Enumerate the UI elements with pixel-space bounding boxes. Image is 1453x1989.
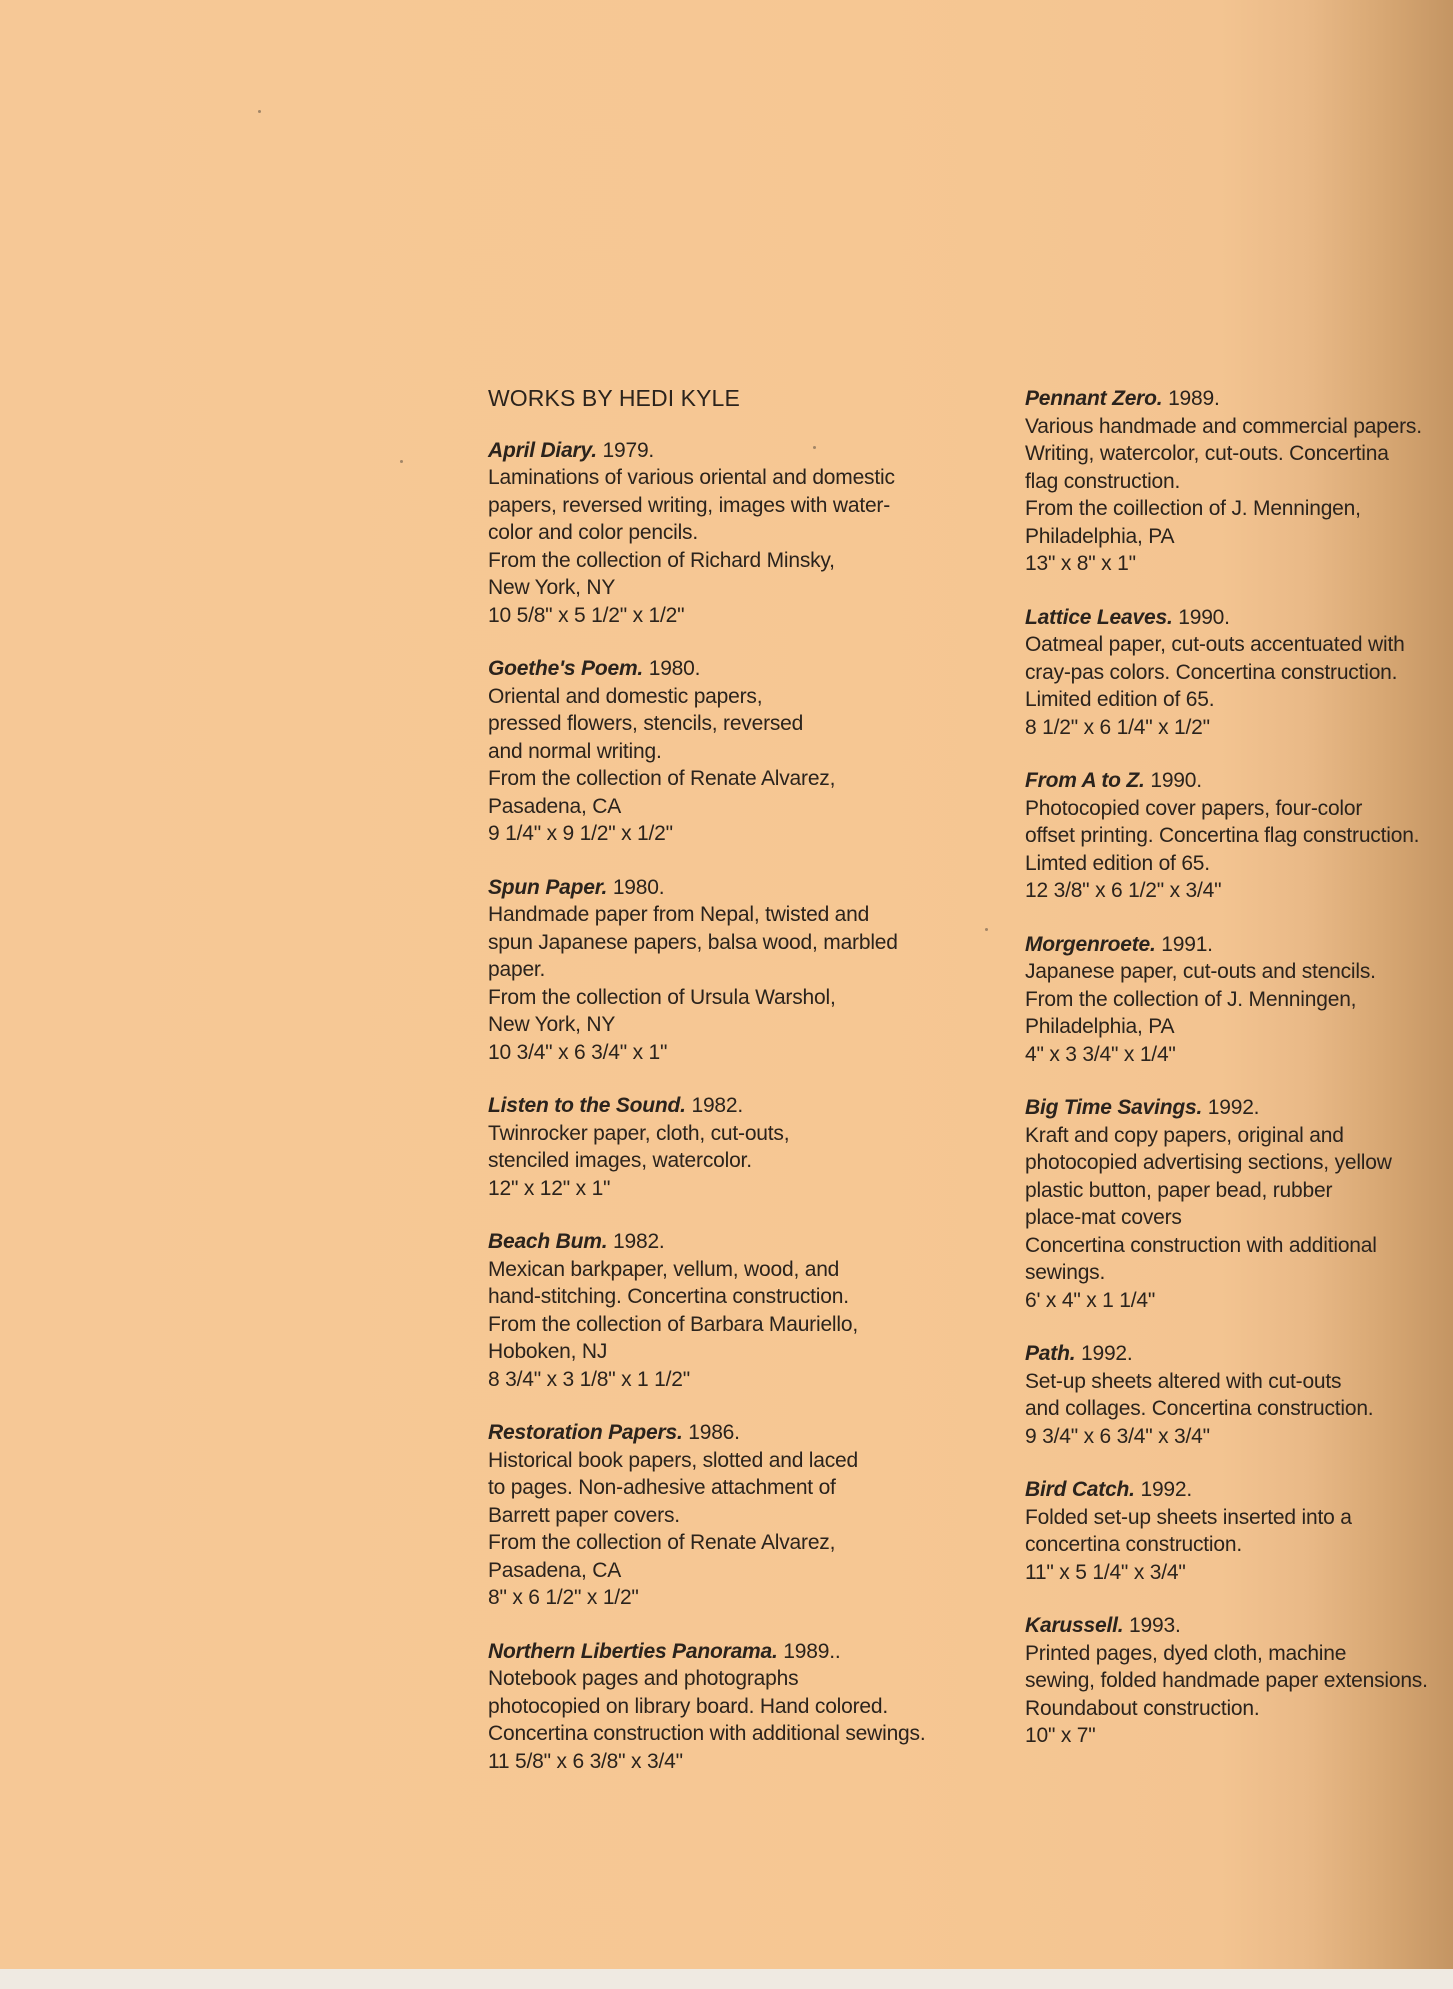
- work-detail-line: hand-stitching. Concertina construction.: [488, 1285, 849, 1308]
- work-year: 1989.: [1168, 387, 1220, 410]
- work-detail-line: Folded set-up sheets inserted into a: [1025, 1505, 1352, 1529]
- work-year: 1990.: [1178, 605, 1230, 629]
- work-entry: [1025, 604, 1440, 742]
- work-detail-line: flag construction.: [1025, 469, 1181, 493]
- work-entry: [1025, 1612, 1440, 1750]
- work-detail-line: Handmade paper from Nepal, twisted and: [488, 903, 870, 926]
- work-title: Pennant Zero.: [1025, 387, 1163, 410]
- right-column: [1025, 385, 1440, 1776]
- work-detail-line: 8 3/4" x 3 1/8" x 1 1/2": [488, 1367, 691, 1391]
- work-title: Goethe's Poem.: [488, 657, 644, 680]
- work-detail-line: New York, NY: [488, 1013, 616, 1036]
- work-detail-line: 4" x 3 3/4" x 1/4": [1025, 1042, 1176, 1066]
- left-entries: [488, 437, 926, 1776]
- work-detail-line: Printed pages, dyed cloth, machine: [1025, 1641, 1347, 1665]
- work-year: 1989..: [783, 1639, 841, 1663]
- work-detail-line: color and color pencils.: [488, 521, 698, 544]
- work-detail-line: Japanese paper, cut-outs and stencils.: [1025, 960, 1376, 983]
- work-detail-line: Twinrocker paper, cloth, cut-outs,: [488, 1121, 790, 1145]
- work-detail-line: Pasadena, CA: [488, 1558, 622, 1582]
- work-title: Big Time Savings.: [1025, 1096, 1203, 1119]
- work-detail-line: 9 3/4" x 6 3/4" x 3/4": [1025, 1424, 1210, 1448]
- work-detail-line: 8" x 6 1/2" x 1/2": [488, 1586, 639, 1609]
- work-year: 1991.: [1161, 932, 1213, 956]
- work-detail-line: Limted edition of 65.: [1025, 851, 1210, 875]
- work-title: Lattice Leaves.: [1025, 605, 1173, 629]
- work-entry: [1025, 385, 1440, 578]
- work-year: 1982.: [691, 1094, 744, 1117]
- paper-speck: [400, 460, 403, 463]
- work-detail-line: Photocopied cover papers, four-color: [1025, 796, 1363, 820]
- work-entry: [1025, 1476, 1440, 1586]
- work-heading: [488, 1092, 918, 1120]
- work-title: April Diary.: [488, 438, 597, 462]
- work-entry: [1025, 1340, 1440, 1450]
- work-detail-line: 6' x 4" x 1 1/4": [1025, 1288, 1156, 1312]
- work-heading: [1025, 1340, 1440, 1368]
- paper-speck: [985, 928, 988, 931]
- work-entry: [488, 874, 918, 1067]
- work-title: Beach Bum.: [488, 1230, 608, 1253]
- work-detail-line: sewing, folded handmade paper extensions.: [1025, 1669, 1428, 1692]
- work-detail-line: pressed flowers, stencils, reversed: [488, 712, 804, 735]
- work-detail-line: From the collection of Richard Minsky,: [488, 548, 835, 572]
- work-detail-line: to pages. Non-adhesive attachment of: [488, 1476, 836, 1499]
- work-detail-line: 8 1/2" x 6 1/4" x 1/2": [1025, 715, 1210, 739]
- work-heading: [488, 655, 918, 683]
- work-year: 1982.: [613, 1230, 665, 1253]
- work-detail-line: plastic button, paper bead, rubber: [1025, 1178, 1333, 1202]
- work-detail-line: 11" x 5 1/4" x 3/4": [1025, 1560, 1186, 1584]
- work-year: 1980.: [612, 875, 665, 899]
- left-column: [488, 385, 926, 1801]
- work-title: Bird Catch.: [1025, 1478, 1135, 1501]
- work-detail-line: Writing, watercolor, cut-outs. Concertina: [1025, 442, 1389, 465]
- work-heading: [488, 874, 918, 902]
- work-entry: [488, 1092, 918, 1202]
- work-detail-line: Various handmade and commercial papers.: [1025, 414, 1422, 438]
- work-entry: [488, 1419, 918, 1612]
- page-heading: WORKS BY HEDI KYLE: [488, 385, 740, 411]
- work-entry: [1025, 931, 1440, 1069]
- work-detail-line: Oriental and domestic papers,: [488, 684, 763, 708]
- work-detail-line: 13" x 8" x 1": [1025, 552, 1136, 575]
- work-detail-line: 11 5/8" x 6 3/8" x 3/4": [488, 1749, 683, 1773]
- work-detail-line: 9 1/4" x 9 1/2" x 1/2": [488, 822, 673, 845]
- work-detail-line: and normal writing.: [488, 739, 662, 763]
- work-title: Karussell.: [1025, 1614, 1124, 1637]
- work-heading: [488, 437, 918, 465]
- work-detail-line: stenciled images, watercolor.: [488, 1149, 752, 1172]
- work-detail-line: concertina construction.: [1025, 1533, 1242, 1556]
- work-entry: [488, 1228, 918, 1393]
- work-heading: [1025, 385, 1440, 413]
- work-detail-line: Barrett paper covers.: [488, 1503, 680, 1527]
- work-detail-line: 12 3/8" x 6 1/2" x 3/4": [1025, 879, 1222, 902]
- work-title: Morgenroete.: [1025, 932, 1156, 956]
- work-detail-line: cray-pas colors. Concertina construction.: [1025, 660, 1398, 684]
- work-detail-line: Set-up sheets altered with cut-outs: [1025, 1369, 1342, 1393]
- work-year: 1992.: [1080, 1342, 1133, 1365]
- work-heading: [1025, 931, 1440, 959]
- work-entry: [488, 437, 918, 630]
- work-heading: [1025, 1612, 1440, 1640]
- work-detail-line: spun Japanese papers, balsa wood, marbled: [488, 930, 898, 954]
- work-detail-line: Oatmeal paper, cut-outs accentuated with: [1025, 633, 1405, 656]
- work-title: Spun Paper.: [488, 875, 608, 899]
- work-year: 1990.: [1150, 769, 1202, 792]
- work-detail-line: Hoboken, NJ: [488, 1340, 608, 1363]
- work-detail-line: Limited edition of 65.: [1025, 688, 1215, 711]
- work-detail-line: offset printing. Concertina flag construction.: [1025, 824, 1420, 847]
- work-detail-line: From the collection of Ursula Warshol,: [488, 985, 836, 1009]
- work-detail-line: Philadelphia, PA: [1025, 524, 1175, 548]
- paper-speck: [258, 110, 261, 113]
- work-year: 1980.: [648, 657, 701, 680]
- work-detail-line: From the collection of J. Menningen,: [1025, 987, 1357, 1011]
- work-detail-line: 10" x 7": [1025, 1724, 1096, 1747]
- work-heading: [488, 1638, 918, 1666]
- work-detail-line: place-mat covers: [1025, 1206, 1182, 1229]
- work-detail-line: sewings.: [1025, 1261, 1106, 1284]
- work-detail-line: Kraft and copy papers, original and: [1025, 1123, 1344, 1147]
- work-detail-line: 10 3/4" x 6 3/4" x 1": [488, 1040, 668, 1064]
- work-entry: [1025, 1094, 1440, 1314]
- work-year: 1986.: [688, 1421, 740, 1444]
- work-detail-line: Pasadena, CA: [488, 794, 622, 818]
- work-detail-line: 10 5/8" x 5 1/2" x 1/2": [488, 603, 685, 627]
- work-year: 1979.: [602, 438, 655, 462]
- work-detail-line: 12" x 12" x 1": [488, 1176, 611, 1200]
- work-detail-line: Roundabout construction.: [1025, 1696, 1260, 1720]
- work-detail-line: New York, NY: [488, 576, 616, 599]
- work-detail-line: Laminations of various oriental and domestic: [488, 466, 895, 489]
- work-detail-line: Historical book papers, slotted and laced: [488, 1448, 859, 1472]
- work-year: 1992.: [1140, 1478, 1193, 1501]
- work-detail-line: Notebook pages and photographs: [488, 1667, 799, 1690]
- work-detail-line: Concertina construction with additional sewings.: [488, 1722, 926, 1745]
- scan-bottom-edge: [0, 1969, 1453, 1989]
- work-heading: [1025, 1094, 1440, 1122]
- work-heading: [1025, 1476, 1440, 1504]
- work-year: 1993.: [1129, 1614, 1181, 1637]
- work-detail-line: photocopied on library board. Hand colored.: [488, 1694, 888, 1718]
- work-title: Listen to the Sound.: [488, 1094, 686, 1117]
- work-year: 1992.: [1207, 1096, 1260, 1119]
- work-title: Restoration Papers.: [488, 1421, 683, 1444]
- work-heading: [488, 1419, 918, 1447]
- work-detail-line: photocopied advertising sections, yellow: [1025, 1151, 1392, 1174]
- work-detail-line: Mexican barkpaper, vellum, wood, and: [488, 1257, 840, 1281]
- work-detail-line: paper.: [488, 958, 546, 981]
- paper-speck: [813, 446, 816, 449]
- work-title: Path.: [1025, 1342, 1076, 1365]
- work-detail-line: papers, reversed writing, images with water-: [488, 493, 891, 517]
- work-heading: [488, 1228, 918, 1256]
- work-heading: [1025, 604, 1440, 632]
- work-heading: [1025, 767, 1440, 795]
- work-title: Northern Liberties Panorama.: [488, 1639, 778, 1663]
- right-entries: [1025, 385, 1440, 1750]
- work-detail-line: From the coillection of J. Menningen,: [1025, 497, 1361, 520]
- work-detail-line: From the collection of Renate Alvarez,: [488, 1531, 836, 1554]
- work-entry: [488, 655, 918, 848]
- work-title: From A to Z.: [1025, 769, 1145, 792]
- work-detail-line: From the collection of Renate Alvarez,: [488, 767, 836, 790]
- work-detail-line: Philadelphia, PA: [1025, 1015, 1175, 1038]
- work-detail-line: Concertina construction with additional: [1025, 1233, 1377, 1257]
- work-detail-line: From the collection of Barbara Mauriello,: [488, 1312, 858, 1336]
- work-entry: [488, 1638, 926, 1776]
- work-detail-line: and collages. Concertina construction.: [1025, 1397, 1374, 1420]
- work-entry: [1025, 767, 1440, 905]
